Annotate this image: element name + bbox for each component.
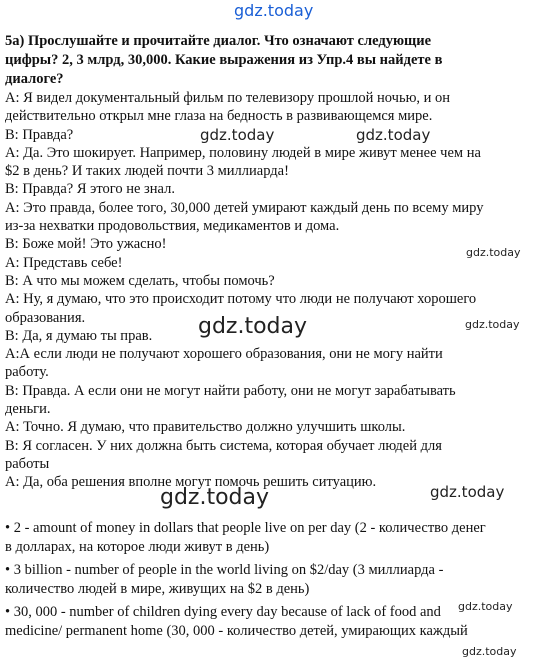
dialogue-line: В: Правда. А если они не могут найти работу, они не могут зарабатывать [5, 382, 456, 399]
dialogue-line: действительно открыл мне глаза на бедность в развивающемся мире. [5, 108, 433, 125]
dialogue-line: деньги. [5, 401, 51, 418]
watermark: gdz.today [356, 126, 431, 144]
dialogue-line: А: Да. Это шокирует. Например, половину людей в мире живут менее чем на [5, 144, 481, 161]
task-heading-line: цифры? 2, 3 млрд, 30,000. Какие выражения из Упр.4 вы найдете в [5, 52, 443, 68]
watermark: gdz.today [466, 246, 521, 259]
dialogue-line: В: Боже мой! Это ужасно! [5, 236, 167, 253]
dialogue-line: А:А если люди не получают хорошего образования, они не могу найти [5, 346, 443, 363]
watermark: gdz.today [200, 126, 275, 144]
watermark: gdz.today [462, 645, 517, 658]
dialogue-line: В: Да, я думаю ты прав. [5, 327, 153, 344]
note-line: medicine/ permanent home (30, 000 - количество детей, умирающих каждый [5, 622, 468, 639]
watermark: gdz.today [160, 485, 270, 510]
dialogue-line: В: А что мы можем сделать, чтобы помочь? [5, 272, 275, 289]
note-item [5, 561, 535, 598]
note-line: • 3 billion - number of people in the world living on $2/day (3 миллиарда - [5, 562, 444, 578]
dialogue-line: образования. [5, 309, 86, 326]
dialogue-line: А: Это правда, более того, 30,000 детей умирают каждый день по всему миру [5, 199, 484, 216]
dialogue-line: В: Правда? Я этого не знал. [5, 181, 175, 198]
watermark: gdz.today [430, 483, 505, 501]
note-line: • 30, 000 - number of children dying every day because of lack of food and [5, 604, 441, 620]
note-item [5, 603, 535, 640]
dialogue-line: В: Я согласен. У них должна быть система, которая обучает людей для [5, 437, 442, 454]
watermark-top: gdz.today [234, 1, 314, 20]
dialogue-line: $2 в день? И таких людей почти 3 миллиарда! [5, 163, 289, 180]
watermark: gdz.today [458, 600, 513, 613]
dialogue-line: А: Я видел документальный фильм по телевизору прошлой ночью, и он [5, 90, 451, 106]
note-item [5, 519, 535, 556]
watermark: gdz.today [198, 314, 308, 339]
dialogue-line: В: Правда? [5, 126, 74, 143]
dialogue-line: работы [5, 455, 50, 472]
task-heading-line: 5а) Прослушайте и прочитайте диалог. Что означают следующие [5, 33, 432, 49]
number-notes [5, 519, 535, 645]
dialogue-line: А: Представь себе! [5, 254, 123, 271]
task-heading [5, 32, 525, 89]
dialogue-line: А: Ну, я думаю, что это происходит потому что люди не получают хорошего [5, 291, 477, 308]
dialogue-line: работу. [5, 364, 49, 381]
watermark: gdz.today [465, 318, 520, 331]
dialogue-line: из-за нехватки продовольствия, медикаментов и дома. [5, 218, 340, 235]
task-heading-line: диалоге? [5, 71, 64, 87]
note-line: количество людей в мире, живущих на $2 в день) [5, 580, 310, 597]
dialogue-line: А: Точно. Я думаю, что правительство должно улучшить школы. [5, 419, 406, 436]
dialogue [5, 89, 535, 492]
note-line: в долларах, на которое люди живут в день) [5, 538, 270, 555]
dialogue-line: А: Да, оба решения вполне могут помочь решить ситуацию. [5, 474, 377, 491]
note-line: • 2 - amount of money in dollars that people live on per day (2 - количество денег [5, 520, 486, 536]
